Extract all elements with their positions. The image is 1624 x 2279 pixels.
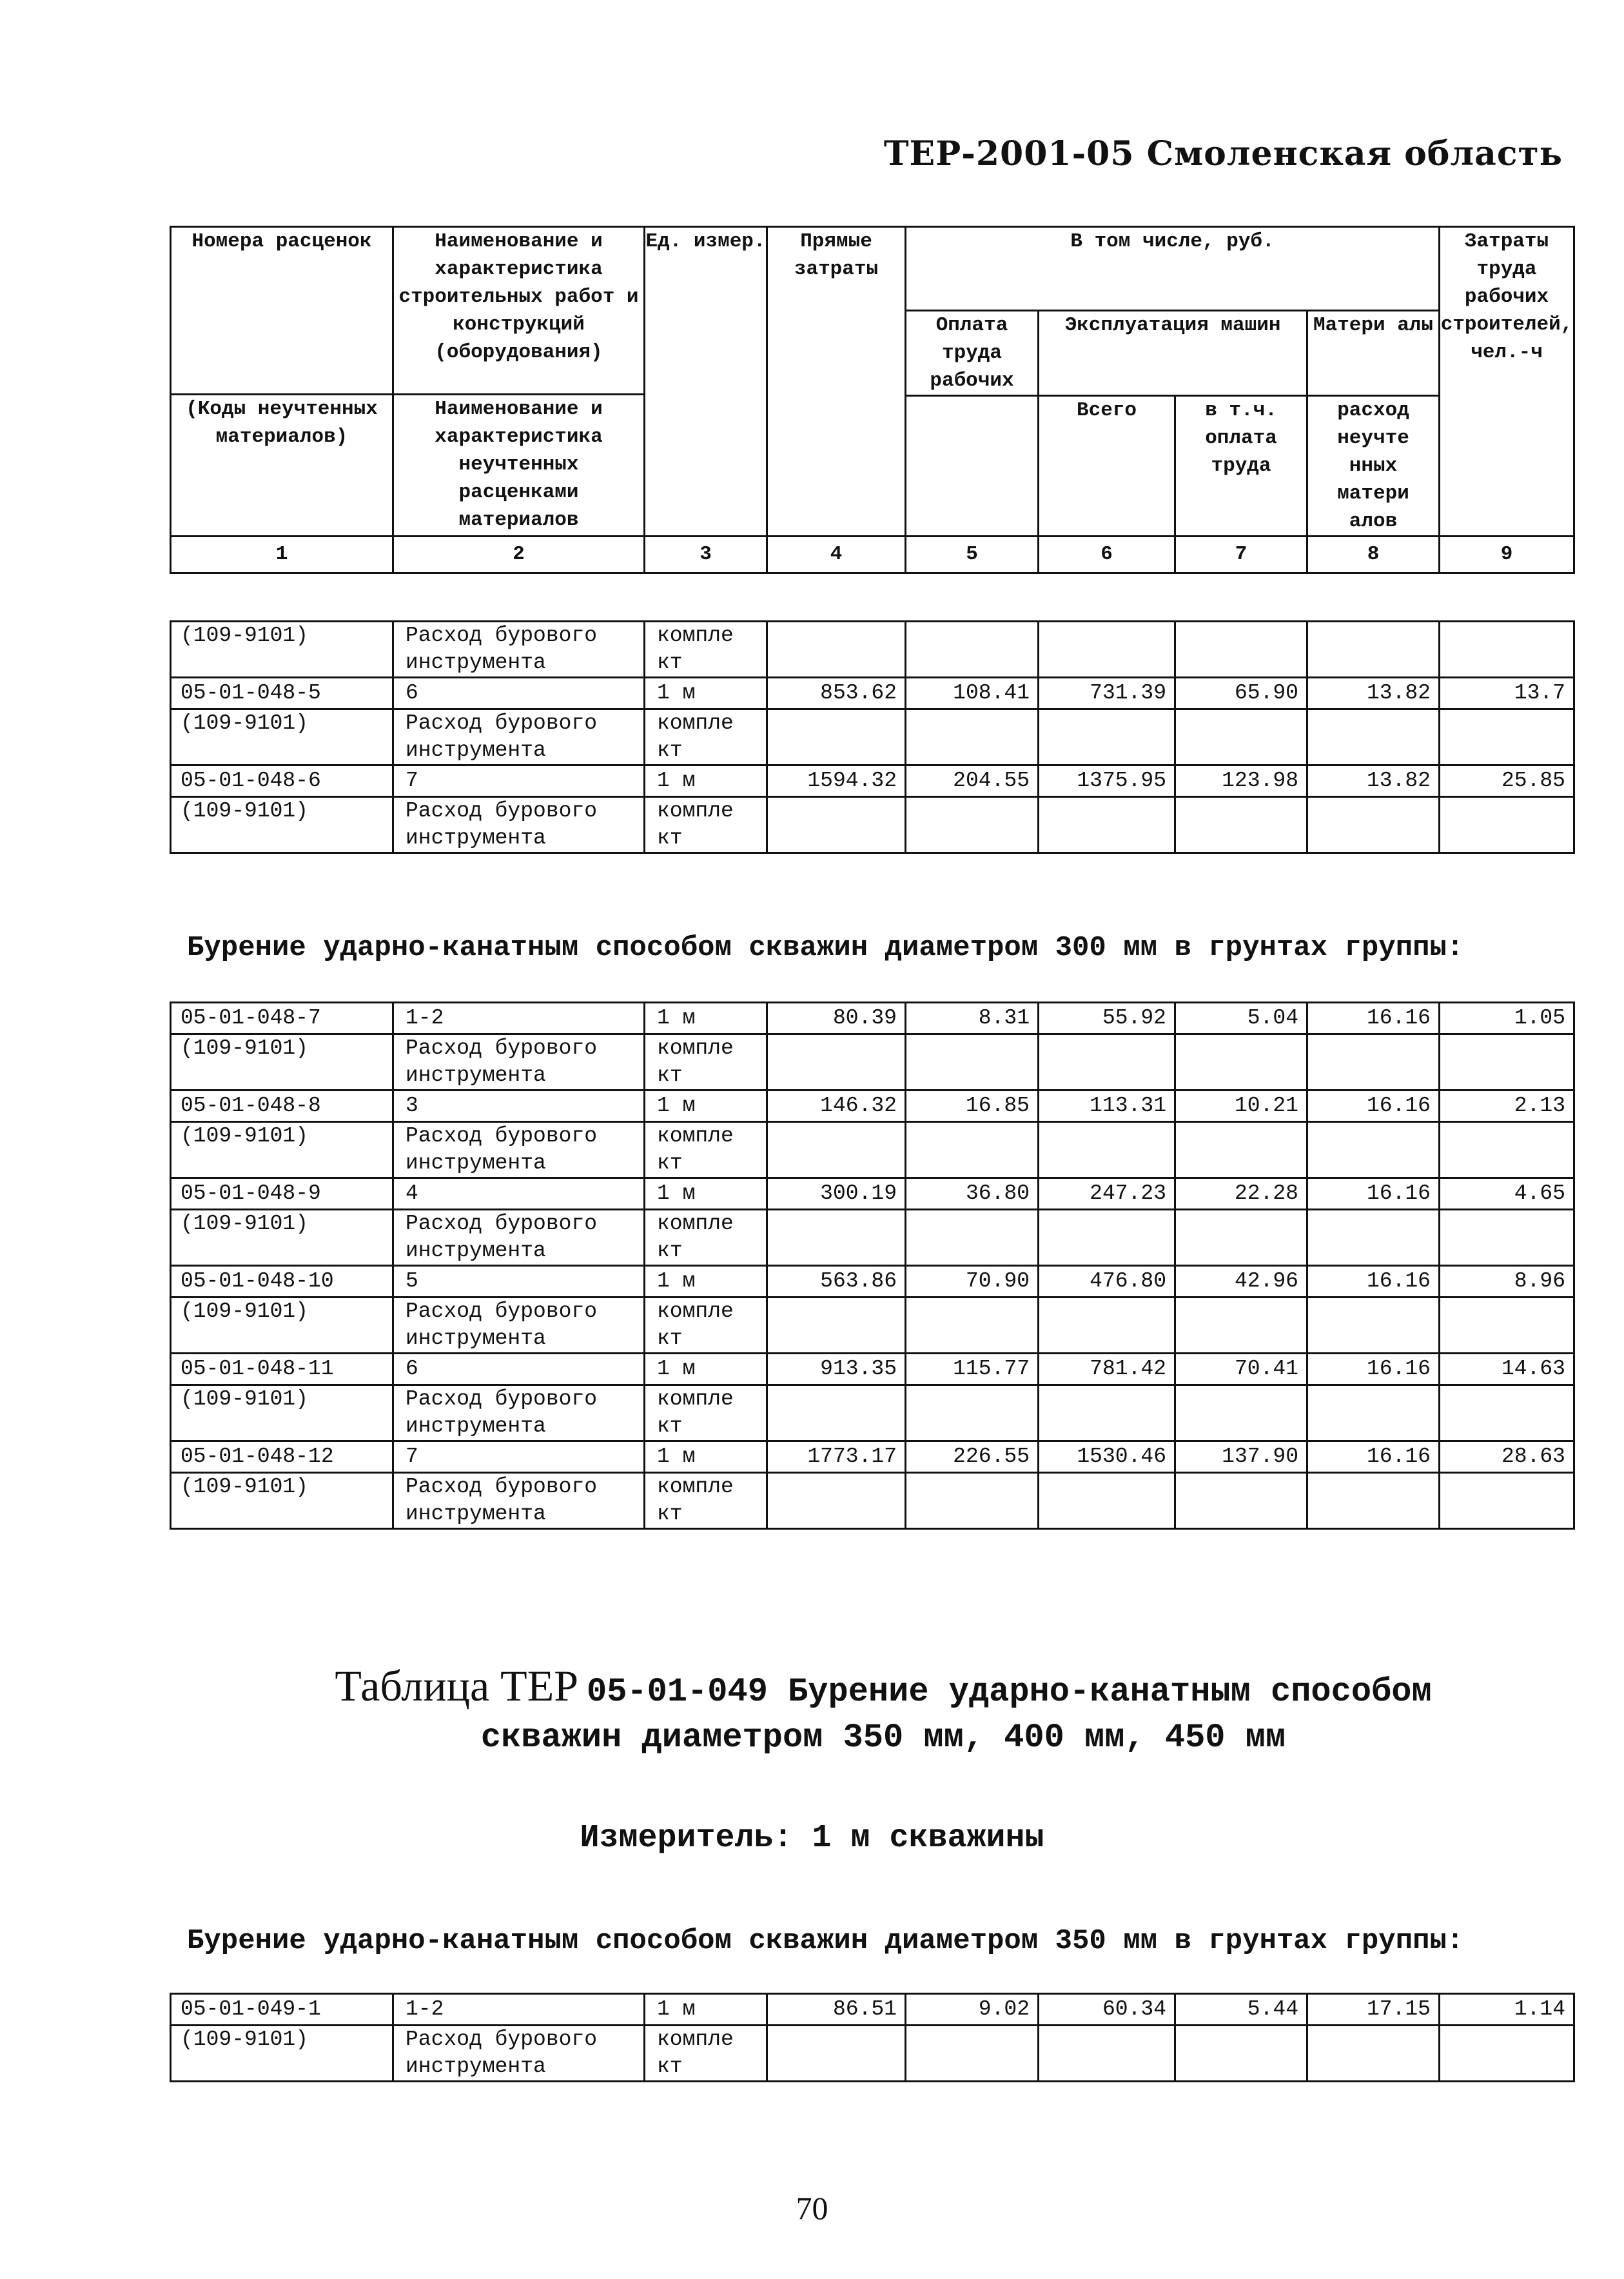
unit-cell: компле кт — [645, 1473, 767, 1529]
header-work-name: Наименование и характеристика строительных работ и конструкций (оборудования) — [393, 227, 645, 395]
rate-row — [171, 1090, 1574, 1122]
value-cell: 113.31 — [1039, 1090, 1175, 1122]
rate-code: 05-01-049-1 — [171, 1994, 393, 2026]
column-header-table — [170, 226, 1575, 574]
rate-code: (109-9101) — [171, 797, 393, 853]
value-cell: 14.63 — [1440, 1354, 1574, 1385]
unit-cell: компле кт — [645, 1210, 767, 1266]
value-cell — [1440, 797, 1574, 853]
value-cell — [1039, 709, 1175, 765]
value-cell: 22.28 — [1175, 1178, 1307, 1210]
value-cell — [767, 797, 906, 853]
value-cell — [1307, 1034, 1440, 1090]
value-cell — [1039, 797, 1175, 853]
table-title-word: Таблица ТЕР — [335, 1661, 579, 1710]
work-name: Расход бурового инструмента — [393, 1122, 645, 1178]
rates-table-048-part1 — [170, 620, 1575, 854]
work-name: 6 — [393, 1354, 645, 1385]
rate-code: 05-01-048-12 — [171, 1441, 393, 1473]
unit-cell: 1 м — [645, 1354, 767, 1385]
column-number: 8 — [1307, 537, 1440, 573]
value-cell: 226.55 — [906, 1441, 1039, 1473]
value-cell: 1594.32 — [767, 765, 906, 797]
work-name: Расход бурового инструмента — [393, 2026, 645, 2082]
value-cell — [1307, 1297, 1440, 1354]
rate-row — [171, 1441, 1574, 1473]
header-worker-pay: Оплата труда рабочих — [906, 311, 1039, 396]
rate-row — [171, 1266, 1574, 1297]
value-cell — [1307, 1122, 1440, 1178]
value-cell: 115.77 — [906, 1354, 1039, 1385]
value-cell: 70.41 — [1175, 1354, 1307, 1385]
value-cell: 1.05 — [1440, 1003, 1574, 1034]
unit-cell: 1 м — [645, 1441, 767, 1473]
header-machine-pay: в т.ч. оплата труда — [1175, 396, 1307, 537]
value-cell — [1440, 1297, 1574, 1354]
value-cell — [906, 1473, 1039, 1529]
value-cell: 65.90 — [1175, 678, 1307, 709]
value-cell: 853.62 — [767, 678, 906, 709]
value-cell: 1530.46 — [1039, 1441, 1175, 1473]
value-cell: 13.7 — [1440, 678, 1574, 709]
value-cell: 28.63 — [1440, 1441, 1574, 1473]
header-including-rub: В том числе, руб. — [906, 227, 1440, 311]
column-number: 4 — [767, 537, 906, 573]
table-title-line1: 05-01-049 Бурение ударно-канатным способом — [587, 1673, 1432, 1711]
column-number: 2 — [393, 537, 645, 573]
value-cell — [1307, 622, 1440, 678]
value-cell: 16.16 — [1307, 1178, 1440, 1210]
work-name: Расход бурового инструмента — [393, 1297, 645, 1354]
rate-row — [171, 765, 1574, 797]
value-cell: 16.16 — [1307, 1441, 1440, 1473]
unit-cell: компле кт — [645, 2026, 767, 2082]
header-materials: Матери алы — [1307, 311, 1440, 396]
work-name: Расход бурового инструмента — [393, 1210, 645, 1266]
material-row — [171, 1210, 1574, 1266]
section-heading-300mm: Бурение ударно-канатным способом скважин диаметром 300 мм в грунтах группы: — [187, 932, 1464, 964]
value-cell — [767, 622, 906, 678]
rate-code: 05-01-048-9 — [171, 1178, 393, 1210]
measurement-unit: Измеритель: 1 м скважины — [580, 1820, 1044, 1857]
unit-cell: 1 м — [645, 1178, 767, 1210]
value-cell — [1039, 1297, 1175, 1354]
value-cell — [767, 1122, 906, 1178]
unit-cell: компле кт — [645, 1385, 767, 1441]
unit-cell: 1 м — [645, 1090, 767, 1122]
work-name: Расход бурового инструмента — [393, 1034, 645, 1090]
value-cell: 86.51 — [767, 1994, 906, 2026]
header-machine-operation: Эксплуатация машин — [1039, 311, 1307, 396]
value-cell — [906, 1034, 1039, 1090]
column-number: 5 — [906, 537, 1039, 573]
value-cell: 108.41 — [906, 678, 1039, 709]
header-machine-total: Всего — [1039, 396, 1175, 537]
rate-code: 05-01-048-7 — [171, 1003, 393, 1034]
value-cell — [1039, 1385, 1175, 1441]
rate-code: (109-9101) — [171, 1034, 393, 1090]
material-row — [171, 1297, 1574, 1354]
value-cell: 137.90 — [1175, 1441, 1307, 1473]
value-cell: 1375.95 — [1039, 765, 1175, 797]
work-name: Расход бурового инструмента — [393, 1473, 645, 1529]
rate-code: (109-9101) — [171, 622, 393, 678]
header-rate-numbers: Номера расценок — [171, 227, 393, 395]
value-cell — [1175, 1034, 1307, 1090]
work-name: Расход бурового инструмента — [393, 709, 645, 765]
value-cell: 5.44 — [1175, 1994, 1307, 2026]
value-cell: 13.82 — [1307, 765, 1440, 797]
document-header-title: ТЕР-2001-05 Смоленская область — [883, 134, 1563, 173]
value-cell: 25.85 — [1440, 765, 1574, 797]
value-cell — [1307, 2026, 1440, 2082]
column-number: 3 — [645, 537, 767, 573]
value-cell — [767, 2026, 906, 2082]
table-title-05-01-049 — [239, 1661, 1528, 1760]
value-cell: 1.14 — [1440, 1994, 1574, 2026]
value-cell: 16.16 — [1307, 1090, 1440, 1122]
unit-cell: компле кт — [645, 1034, 767, 1090]
value-cell: 9.02 — [906, 1994, 1039, 2026]
value-cell — [1307, 1385, 1440, 1441]
header-direct-costs: Прямые затраты — [767, 227, 906, 537]
section-heading-350mm: Бурение ударно-канатным способом скважин диаметром 350 мм в грунтах группы: — [187, 1925, 1464, 1957]
page-number: 70 — [796, 2190, 828, 2226]
value-cell: 781.42 — [1039, 1354, 1175, 1385]
material-row — [171, 709, 1574, 765]
value-cell: 204.55 — [906, 765, 1039, 797]
value-cell — [906, 2026, 1039, 2082]
rate-row — [171, 1003, 1574, 1034]
value-cell — [1175, 622, 1307, 678]
value-cell — [1307, 797, 1440, 853]
value-cell — [1307, 1210, 1440, 1266]
material-row — [171, 1034, 1574, 1090]
rate-code: (109-9101) — [171, 709, 393, 765]
column-number: 6 — [1039, 537, 1175, 573]
column-number: 7 — [1175, 537, 1307, 573]
value-cell: 13.82 — [1307, 678, 1440, 709]
value-cell: 60.34 — [1039, 1994, 1175, 2026]
unit-cell: компле кт — [645, 622, 767, 678]
material-row — [171, 1122, 1574, 1178]
work-name: 6 — [393, 678, 645, 709]
rate-code: 05-01-048-5 — [171, 678, 393, 709]
unit-cell: компле кт — [645, 797, 767, 853]
material-row — [171, 1385, 1574, 1441]
value-cell: 80.39 — [767, 1003, 906, 1034]
value-cell — [1175, 1385, 1307, 1441]
rate-code: (109-9101) — [171, 2026, 393, 2082]
work-name: 1-2 — [393, 1994, 645, 2026]
value-cell — [1440, 1385, 1574, 1441]
rate-code: (109-9101) — [171, 1210, 393, 1266]
work-name: Расход бурового инструмента — [393, 1385, 645, 1441]
value-cell — [1175, 709, 1307, 765]
header-unaccounted-consumption: расход неучте нных матери алов — [1307, 396, 1440, 537]
value-cell: 4.65 — [1440, 1178, 1574, 1210]
material-row — [171, 797, 1574, 853]
unit-cell: 1 м — [645, 1994, 767, 2026]
value-cell: 70.90 — [906, 1266, 1039, 1297]
table-title-line2: скважин диаметром 350 мм, 400 мм, 450 мм — [480, 1719, 1286, 1757]
unit-cell: компле кт — [645, 1297, 767, 1354]
material-row — [171, 2026, 1574, 2082]
unit-cell: компле кт — [645, 709, 767, 765]
work-name: 5 — [393, 1266, 645, 1297]
header-unaccounted-materials-name: Наименование и характеристика неучтенных расценками материалов — [393, 395, 645, 537]
rate-row — [171, 1178, 1574, 1210]
value-cell — [767, 1297, 906, 1354]
value-cell: 1773.17 — [767, 1441, 906, 1473]
rate-code: (109-9101) — [171, 1473, 393, 1529]
value-cell — [1039, 1473, 1175, 1529]
value-cell — [1175, 2026, 1307, 2082]
value-cell: 8.31 — [906, 1003, 1039, 1034]
rate-row — [171, 1994, 1574, 2026]
value-cell — [1175, 1473, 1307, 1529]
work-name: Расход бурового инструмента — [393, 797, 645, 853]
value-cell: 55.92 — [1039, 1003, 1175, 1034]
rate-code: (109-9101) — [171, 1385, 393, 1441]
value-cell: 16.16 — [1307, 1354, 1440, 1385]
rate-code: (109-9101) — [171, 1297, 393, 1354]
value-cell: 16.85 — [906, 1090, 1039, 1122]
material-row — [171, 622, 1574, 678]
value-cell — [906, 797, 1039, 853]
rate-code: 05-01-048-10 — [171, 1266, 393, 1297]
column-number: 9 — [1440, 537, 1574, 573]
value-cell — [1440, 1210, 1574, 1266]
value-cell: 42.96 — [1175, 1266, 1307, 1297]
column-numbers-row — [171, 537, 1574, 573]
value-cell: 36.80 — [906, 1178, 1039, 1210]
value-cell — [767, 1385, 906, 1441]
value-cell — [767, 709, 906, 765]
value-cell — [1175, 797, 1307, 853]
unit-cell: 1 м — [645, 765, 767, 797]
unit-cell: 1 м — [645, 1003, 767, 1034]
value-cell — [1039, 1122, 1175, 1178]
value-cell — [906, 622, 1039, 678]
work-name: Расход бурового инструмента — [393, 622, 645, 678]
value-cell: 5.04 — [1175, 1003, 1307, 1034]
value-cell — [1307, 709, 1440, 765]
value-cell: 123.98 — [1175, 765, 1307, 797]
header-worker-pay-cont — [906, 396, 1039, 537]
value-cell: 16.16 — [1307, 1003, 1440, 1034]
value-cell — [1175, 1210, 1307, 1266]
value-cell — [1440, 709, 1574, 765]
value-cell — [1175, 1297, 1307, 1354]
value-cell — [1440, 1122, 1574, 1178]
value-cell — [1440, 622, 1574, 678]
rate-row — [171, 1354, 1574, 1385]
value-cell — [906, 1122, 1039, 1178]
work-name: 1-2 — [393, 1003, 645, 1034]
value-cell — [1307, 1473, 1440, 1529]
value-cell: 8.96 — [1440, 1266, 1574, 1297]
value-cell — [1039, 1210, 1175, 1266]
rate-code: 05-01-048-6 — [171, 765, 393, 797]
value-cell: 16.16 — [1307, 1266, 1440, 1297]
work-name: 4 — [393, 1178, 645, 1210]
rates-table-048-300mm — [170, 1001, 1575, 1530]
unit-cell: 1 м — [645, 678, 767, 709]
value-cell: 10.21 — [1175, 1090, 1307, 1122]
value-cell — [1039, 1034, 1175, 1090]
material-row — [171, 1473, 1574, 1529]
unit-cell: 1 м — [645, 1266, 767, 1297]
work-name: 7 — [393, 1441, 645, 1473]
value-cell: 146.32 — [767, 1090, 906, 1122]
value-cell — [767, 1034, 906, 1090]
header-unaccounted-codes: (Коды неучтенных материалов) — [171, 395, 393, 537]
value-cell — [1440, 2026, 1574, 2082]
rate-code: (109-9101) — [171, 1122, 393, 1178]
unit-cell: компле кт — [645, 1122, 767, 1178]
rates-table-049-350mm — [170, 1993, 1575, 2082]
value-cell — [1039, 2026, 1175, 2082]
value-cell: 476.80 — [1039, 1266, 1175, 1297]
value-cell: 300.19 — [767, 1178, 906, 1210]
rate-row — [171, 678, 1574, 709]
value-cell — [1440, 1473, 1574, 1529]
value-cell: 2.13 — [1440, 1090, 1574, 1122]
value-cell — [906, 1210, 1039, 1266]
rate-code: 05-01-048-8 — [171, 1090, 393, 1122]
value-cell: 247.23 — [1039, 1178, 1175, 1210]
work-name: 7 — [393, 765, 645, 797]
value-cell: 731.39 — [1039, 678, 1175, 709]
header-labor-costs: Затраты труда рабочих строителей, чел.-ч — [1440, 227, 1574, 537]
value-cell — [1440, 1034, 1574, 1090]
column-number: 1 — [171, 537, 393, 573]
value-cell — [1175, 1122, 1307, 1178]
value-cell — [906, 1297, 1039, 1354]
header-unit: Ед. измер. — [645, 227, 767, 537]
value-cell — [767, 1210, 906, 1266]
value-cell: 17.15 — [1307, 1994, 1440, 2026]
value-cell — [767, 1473, 906, 1529]
value-cell: 563.86 — [767, 1266, 906, 1297]
value-cell — [906, 1385, 1039, 1441]
work-name: 3 — [393, 1090, 645, 1122]
value-cell: 913.35 — [767, 1354, 906, 1385]
value-cell — [906, 709, 1039, 765]
value-cell — [1039, 622, 1175, 678]
rate-code: 05-01-048-11 — [171, 1354, 393, 1385]
